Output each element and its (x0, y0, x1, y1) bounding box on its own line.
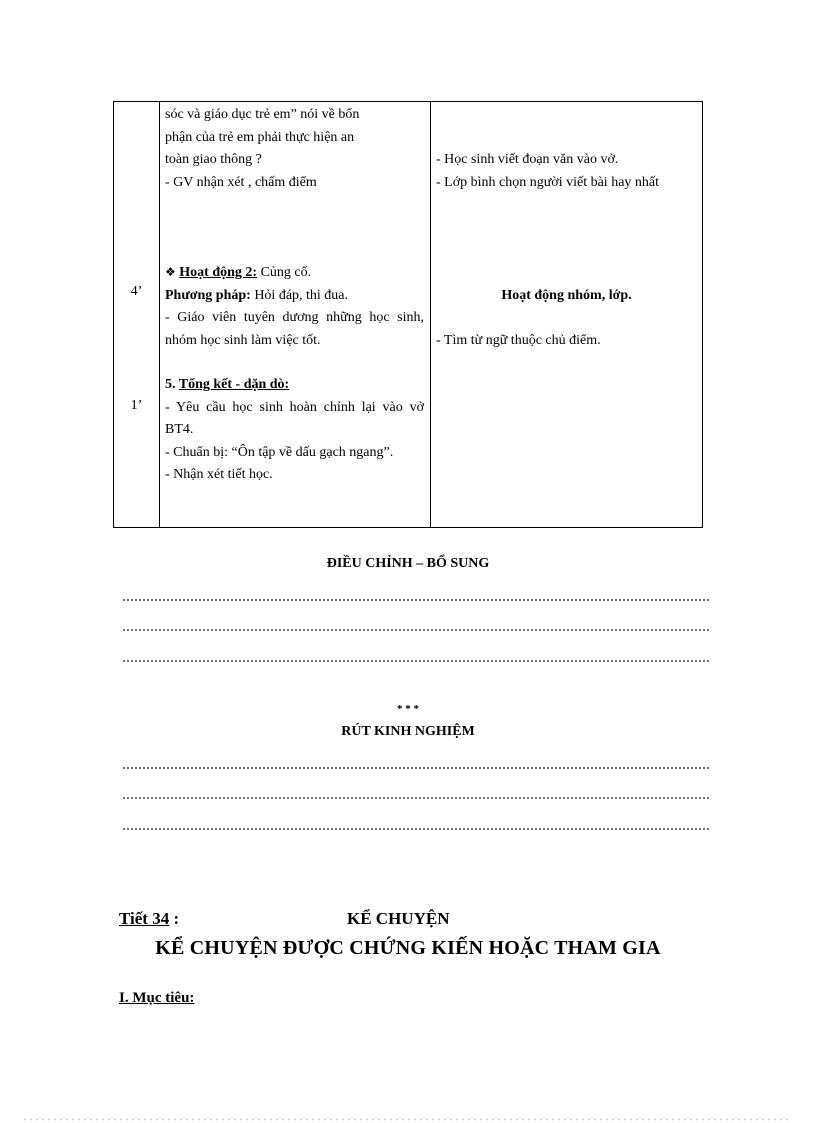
column-divider (430, 102, 431, 527)
student-write-line: - Học sinh viết đoạn văn vào vở. (436, 152, 619, 167)
period-colon: : (169, 909, 180, 928)
intro-line: phận của trẻ em phải thực hiện an (165, 129, 355, 145)
teacher-activities-intro (165, 104, 424, 194)
dotted-fill-line (122, 598, 709, 602)
student-activities-writing (436, 149, 697, 194)
objectives-heading: I. Mục tiêu: (119, 990, 195, 1006)
summary-block (165, 374, 424, 487)
intro-line: sóc và giáo dục trẻ em” nói về bổn (165, 107, 360, 122)
lesson-title: KỂ CHUYỆN ĐƯỢC CHỨNG KIẾN HOẶC THAM GIA (155, 937, 661, 959)
summary-heading (165, 374, 424, 397)
method-label: Phương pháp: (165, 287, 251, 303)
dotted-fill-line (122, 659, 709, 663)
summary-item: - Nhận xét tiết học. (165, 467, 273, 482)
student-find-words-line: - Tìm từ ngữ thuộc chủ điểm. (436, 333, 601, 348)
dotted-fill-line (122, 628, 709, 632)
period-label (119, 909, 179, 929)
dotted-fill-line (122, 827, 709, 831)
time-cell-4: 4’ (130, 284, 143, 299)
group-activity-heading: Hoạt động nhóm, lớp. (501, 288, 632, 303)
adjustment-section-title: ĐIỀU CHỈNH – BỔ SUNG (326, 556, 490, 571)
time-cell-1: 1’ (130, 398, 143, 413)
activity-2-heading (165, 261, 424, 285)
lesson-plan-table (113, 101, 703, 528)
activity-2-block (165, 261, 424, 352)
activity-2-label: Hoạt động 2: (179, 265, 258, 280)
summary-title: Tổng kết - dặn dò: (178, 377, 290, 392)
activity-2-text: - Giáo viên tuyên dương những học sinh, nhóm học sinh làm việc tốt. (165, 310, 424, 348)
separator-stars: * * * (397, 703, 419, 715)
method-line (165, 285, 424, 308)
method-text: Hỏi đáp, thi đua. (250, 287, 349, 303)
column-divider (159, 102, 160, 527)
teacher-grading-line: - GV nhận xét , chấm điểm (165, 174, 317, 190)
period-number: Tiết 34 (119, 909, 170, 928)
dotted-fill-line (122, 796, 709, 800)
intro-line: toàn giao thông ? (165, 152, 262, 167)
diamond-bullet-icon: ❖ (165, 265, 176, 279)
dotted-fill-line (122, 766, 709, 770)
summary-item: - Yêu cầu học sinh hoàn chỉnh lại vào vở BT4. (165, 399, 424, 437)
student-vote-line: - Lớp bình chọn người viết bài hay nhất (436, 174, 660, 190)
subject-heading: KỂ CHUYỆN (347, 909, 450, 928)
page-bottom-dotted-border (22, 1118, 792, 1121)
summary-number: 5. (165, 377, 179, 392)
summary-item: - Chuẩn bị: “Ôn tập về dấu gạch ngang”. (165, 444, 394, 460)
experience-section-title: RÚT KINH NGHIỆM (341, 724, 475, 739)
activity-2-title: Củng cố. (257, 265, 312, 280)
